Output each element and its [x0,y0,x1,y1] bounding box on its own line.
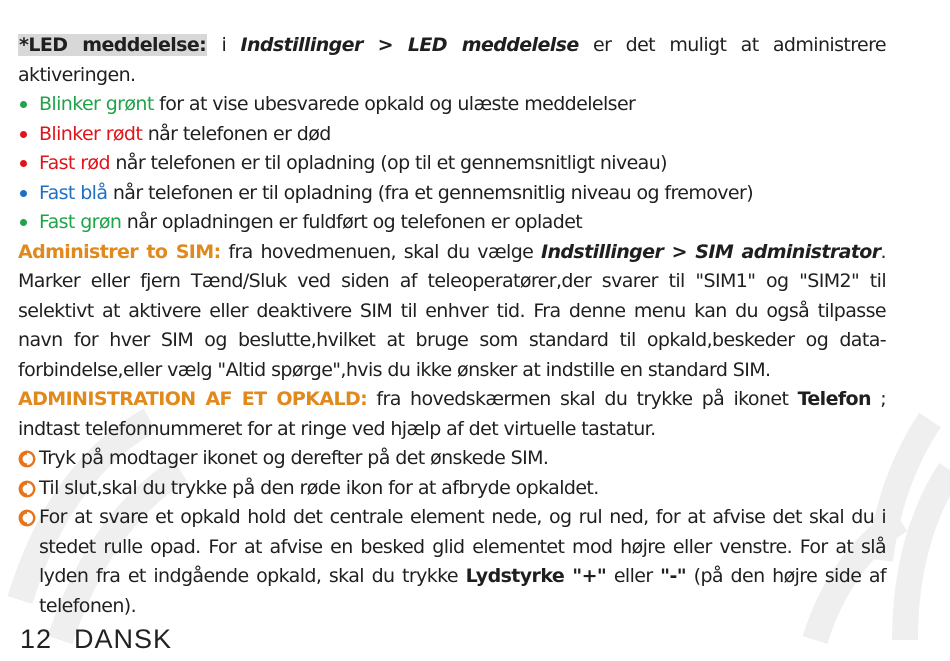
sim-menu-path: Indstillinger > SIM administrator [541,240,881,263]
led-item-text: når telefonen er til opladning (fra et gennemsnitlig niveau og fremover) [107,181,754,204]
step-text: Til slut,skal du trykke på den røde ikon for at afbryde opkaldet. [39,476,599,499]
swirl-step-icon [18,480,36,498]
step-item [18,503,886,621]
call-pre: fra hovedskærmen skal du trykke på ikonet [367,388,798,410]
swirl-step-icon [18,450,36,468]
page-body [18,31,886,621]
led-rest: er det muligt at administrere aktiveringen. [18,34,887,86]
led-menu-path: Indstillinger > LED meddelelse [240,34,579,56]
step-text: For at svare et opkald hold det centrale element nede, og rul ned, for at afvise det skal du i stedet rulle opad. For at afvise en besked glid elementet mod højre eller venstre. For at slå lyden fra et indgående opkald, skal du trykke [39,506,886,587]
call-steps [18,444,886,621]
led-heading: *LED meddelelse: [19,34,207,56]
led-color-label: Fast blå [39,181,108,204]
led-item-text: når telefonen er død [142,122,331,145]
call-paragraph [18,385,886,444]
dot-bullet-icon [20,160,27,167]
step-text-mid: eller [606,565,661,587]
swirl-step-icon [18,509,36,527]
led-item-text: når opladningen er fuldført og telefonen er opladet [121,211,583,233]
dot-bullet-icon [20,101,27,108]
volume-minus-label: "-" [660,565,687,587]
led-color-label: Blinker rødt [39,122,143,145]
step-item [18,474,886,504]
led-list [18,90,886,238]
led-color-label: Fast grøn [39,211,122,233]
sim-pre: fra hovedmenuen, skal du vælge [220,240,542,263]
led-color-label: Blinker grønt [39,93,154,115]
dot-bullet-icon [20,131,27,138]
led-item-solid-blue [18,179,886,209]
led-paragraph [18,31,886,90]
led-item-solid-green [18,208,886,238]
led-item-blink-green [18,90,886,120]
led-pre: i [207,34,241,56]
call-phone-label: Telefon [797,388,871,410]
volume-plus-label: Lydstyrke "+" [465,565,607,587]
step-text: Tryk på modtager ikonet og derefter på det ønskede SIM. [39,447,549,469]
led-item-text: når telefonen er til opladning (op til et gennemsnitligt niveau) [109,152,667,174]
call-rest: ; indtast telefonnummeret for at ringe ved hjælp af det virtuelle tastatur. [18,388,887,440]
dot-bullet-icon [20,190,27,197]
led-item-blink-red [18,120,886,150]
step-text-post: (på den højre side af telefonen). [39,565,887,617]
led-item-text: for at vise ubesvarede opkald og ulæste meddelelser [153,93,636,115]
sim-rest: . Marker eller fjern Tænd/Sluk ved siden af teleoperatører,der svarer til "SIM1" og "SIM2" til selektivt at aktivere eller deaktivere SIM til enhver tid. Fra denne menu kan du også tilpasse navn for hver SIM og beslutte,hvilket at bruge som standard til opkald,beskeder og data-forbindelse,eller vælg "Altid spørge",hvis du ikke ønsker at indstille en standard SIM. [18,240,886,381]
step-item [18,444,886,474]
sim-paragraph [18,238,886,386]
led-item-solid-red [18,149,886,179]
sim-heading: Administrer to SIM: [18,240,221,263]
call-heading: ADMINISTRATION AF ET OPKALD: [18,388,368,410]
page-number: 12 [20,624,53,654]
footer-language: DANSK [74,624,173,654]
led-color-label: Fast rød [39,152,110,174]
dot-bullet-icon [20,219,27,226]
page-footer [20,624,172,655]
